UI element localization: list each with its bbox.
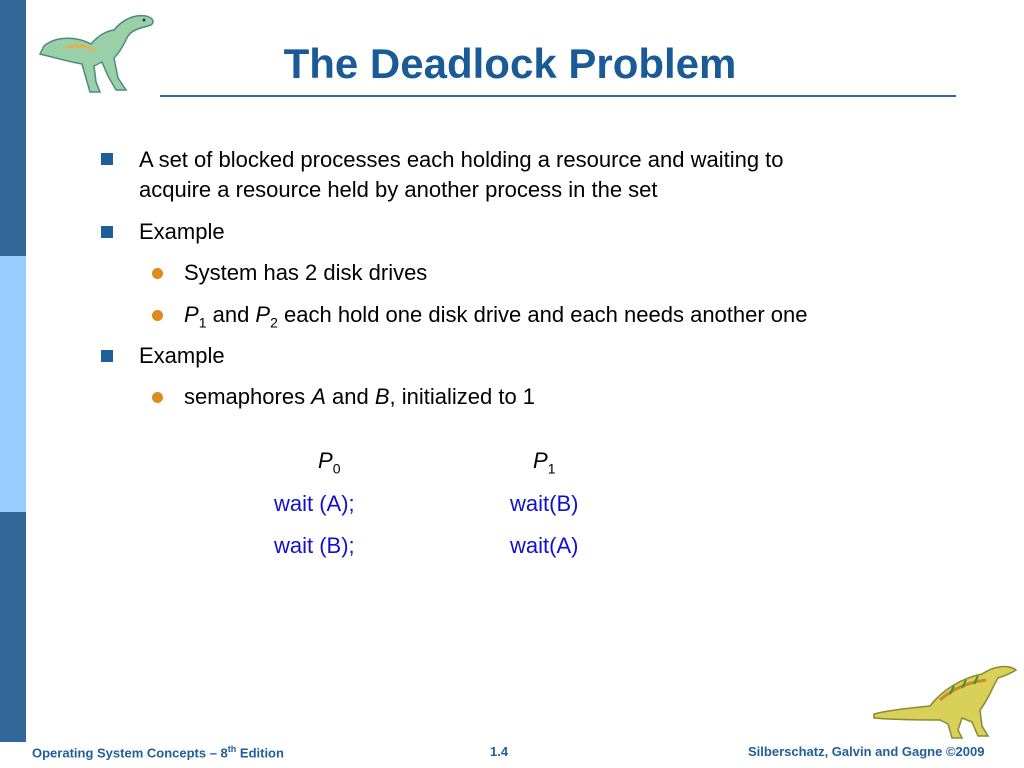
dinosaur-icon — [36, 6, 158, 96]
bullet-text: semaphores — [184, 384, 312, 409]
semaphore-b: B — [374, 384, 390, 409]
process-p1-header — [533, 446, 555, 483]
p1-code-line-1: wait(B) — [510, 491, 579, 516]
circle-bullet-icon — [152, 392, 163, 403]
footer-superscript: th — [227, 744, 237, 754]
square-bullet-icon — [101, 153, 113, 165]
square-bullet-icon — [101, 350, 113, 362]
bullet-item-1 — [139, 145, 784, 205]
process-p0-header — [318, 446, 340, 483]
bullet-item-1-line2: acquire a resource held by another process in the set — [139, 177, 658, 202]
circle-bullet-icon — [152, 268, 163, 279]
process-label: P — [533, 448, 548, 473]
slide-number: 1.4 — [490, 744, 509, 759]
slide-title: The Deadlock Problem — [283, 40, 737, 87]
left-sidebar — [0, 0, 26, 768]
title-divider — [160, 95, 956, 97]
process-subscript: 2 — [270, 314, 278, 331]
conjunction: and — [206, 302, 256, 327]
bullet-item-1-line1: A set of blocked processes each holding a resource and waiting to — [139, 147, 784, 172]
footer-book-title: Operating System Concepts – 8 — [32, 745, 228, 761]
bullet-item-3: Example — [139, 343, 225, 368]
conjunction: and — [325, 384, 375, 409]
footer-edition: Edition — [236, 745, 284, 761]
footer-left-text — [32, 744, 284, 760]
sub-bullet-item-1: System has 2 disk drives — [184, 260, 428, 285]
process-subscript: 1 — [547, 460, 556, 477]
sidebar-segment-dark-top — [0, 0, 26, 256]
process-label: P — [184, 302, 199, 327]
p0-code-line-1: wait (A); — [274, 491, 355, 516]
circle-bullet-icon — [152, 310, 163, 321]
dinosaur-icon — [870, 660, 1020, 740]
sub-bullet-item-3 — [184, 382, 535, 412]
square-bullet-icon — [101, 226, 113, 238]
sidebar-segment-light — [0, 256, 26, 512]
sidebar-segment-dark-bottom — [0, 512, 26, 742]
bullet-text: each hold one disk drive and each needs another one — [277, 302, 808, 327]
bullet-item-2: Example — [139, 219, 225, 244]
process-subscript: 0 — [332, 460, 341, 477]
footer-right-text: Silberschatz, Galvin and Gagne ©2009 — [748, 744, 985, 759]
sub-bullet-item-2 — [184, 300, 808, 337]
p1-code-line-2: wait(A) — [510, 533, 579, 558]
semaphore-a: A — [311, 384, 326, 409]
process-label: P — [255, 302, 271, 327]
bullet-text: , initialized to 1 — [389, 384, 536, 409]
process-subscript: 1 — [198, 314, 207, 331]
process-label: P — [318, 448, 333, 473]
p0-code-line-2: wait (B); — [274, 533, 355, 558]
